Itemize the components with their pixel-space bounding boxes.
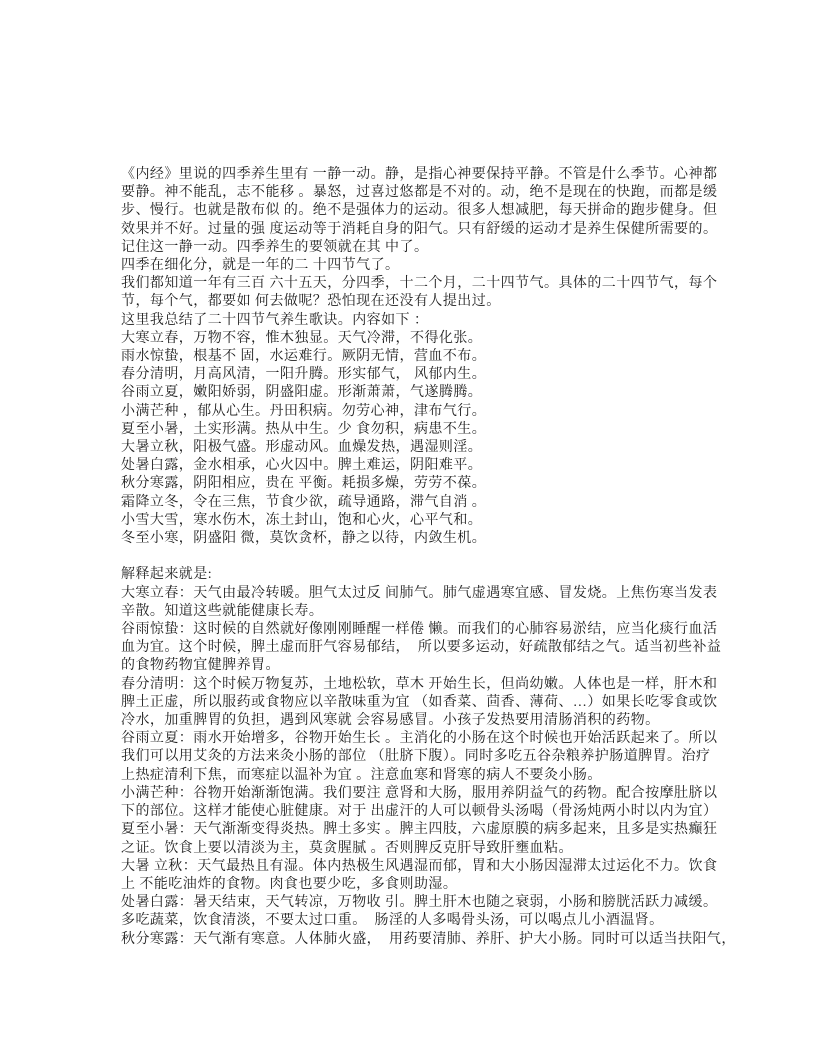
explanation-section: [121, 566, 736, 948]
text-line: 血为宜。这个时候，脾土虚而肝气容易郁结， 所以要多运动，好疏散郁结之气。适当初些补益: [121, 640, 722, 656]
text-line: 小满芒种 ，郁从心生。丹田积病。勿劳心神，津布气行。: [121, 403, 487, 419]
text-line: 夏至小暑，土实形满。热从中生。少 食勿积，病患不生。: [121, 421, 487, 437]
text-line: 之证。饮食上要以清淡为主，莫贪腥腻 。否则脾反克肝导致肝壅血粘。: [121, 840, 573, 856]
text-line: 冷水，加重脾胃的负担，遇到风寒就 会容易感冒。小孩子发热要用清肠消积的药物。: [121, 713, 660, 729]
text-line: 上 不能吃油炸的食物。肉食也要少吃，多食则助湿。: [121, 876, 458, 892]
text-line: 多吃蔬菜，饮食清淡，不要太过口重。 肠淫的人多喝骨头汤，可以喝点儿小酒温肾。: [121, 913, 664, 929]
text-line: 冬至小寒，阴盛阳 微，莫饮贪杯，静之以待，内敛生机。: [121, 531, 487, 547]
text-line: 四季在细化分，就是一年的二 十四节气了。: [121, 258, 400, 274]
text-line: 大暑 立秋：天气最热且有湿。体内热极生风遇湿而郁，胃和大小肠因湿滞太过运化不力。饮食: [121, 858, 718, 874]
text-line: 上热症清利下焦，而寒症以温补为宜 。注意血寒和肾寒的病人不要灸小肠。: [121, 767, 602, 783]
text-line: 效果并不好。过量的强 度运动等于消耗自身的阳气。只有舒缓的运动才是养生保健所需要的。: [121, 221, 718, 237]
text-line: 我们都知道一年有三百 六十五天，分四季，十二个月，二十四节气。具体的二十四节气，每个: [121, 276, 718, 292]
text-line: 谷雨惊蛰：这时候的自然就好像刚刚睡醒一样倦 懒。而我们的心肺容易淤结，应当化痰行血活: [121, 622, 718, 638]
text-line: 大暑立秋，阳极气盛。形虚动风。血燥发热，遇湿则淫。: [121, 440, 483, 456]
intro-section: [121, 166, 727, 330]
text-line: 雨水惊蛰，根基不 固，水运难行。厥阴无情，营血不布。: [121, 349, 487, 365]
text-line: 秋分寒露，阴阳相应，贵在 平衡。耗损多燥，劳劳不葆。: [121, 476, 487, 492]
text-line: 夏至小暑：天气渐渐变得炎热。脾土多实 。脾主四肢，六虚原膜的病多起来，且多是实热癫狂: [121, 822, 718, 838]
text-line: 小雪大雪，寒水伤木，冻土封山，饱和心火，心平气和。: [121, 512, 483, 528]
text-line: 处暑白露，金水相承，心火囚中。脾土难运，阴阳难平。: [121, 458, 483, 474]
solar-terms-verse-section: [121, 330, 727, 548]
text-line: 《内经》里说的四季养生里有 一静一动。静，是指心神要保持平静。不管是什么季节。心神都: [121, 167, 718, 182]
text-line: 秋分寒露：天气渐有寒意。人体肺火盛， 用药要清肺、养肝、护大小肠。同时可以适当扶阳气，: [121, 931, 736, 947]
text-line: 处暑白露：暑天结束，天气转凉，万物收 引。脾土肝木也随之衰弱，小肠和膀胱活跃力减缓。: [121, 895, 718, 911]
text-line: 记住这一静一动。四季养生的要领就在其 中了。: [121, 239, 429, 255]
text-line: 节，每个气，都要如 何去做呢？恐怕现在还没有人提出过。: [121, 294, 501, 310]
text-line: 霜降立冬，令在三焦，节食少欲，疏导通路，滞气自消 。: [121, 494, 487, 510]
text-line: 小满芒种：谷物开始渐渐饱满。我们要注 意肾和大肠，服用养阴益气的药物。配合按摩肚脐以: [121, 785, 718, 801]
text-line: 下的部位。这样才能使心脏健康。对于 出虚汗的人可以顿骨头汤喝（骨汤炖两小时以内为宜）: [121, 804, 718, 820]
text-line: 大寒立春：天气由最冷转暖。胆气太过反 间肺气。肺气虚遇寒宜感、冒发烧。上焦伤寒当发表: [121, 585, 718, 601]
text-line: 谷雨立夏：雨水开始增多，谷物开始生长 。主消化的小肠在这个时候也开始活跃起来了。所以: [121, 731, 718, 747]
document-text-block: [121, 166, 736, 949]
text-line: 谷雨立夏，嫩阳娇弱，阴盛阳虚。形渐萧萧，气遂腾腾。: [121, 385, 483, 401]
text-line: 春分清明，月高风清，一阳升腾。形实郁气， 风郁内生。: [121, 367, 487, 383]
text-line: 脾土正虚，所以服药或食物应以辛散味重为宜 （如香菜、茴香、薄荷、…）如果长吃零食或饮: [121, 694, 718, 710]
text-line: 的食物药物宜健脾养胃。: [121, 658, 280, 674]
text-line: 大寒立春，万物不容，惟木独显。天气冷滞，不得化张。: [121, 330, 483, 346]
text-line: 解释起来就是:: [121, 567, 213, 583]
text-line: 这里我总结了二十四节气养生歌诀。内容如下 ：: [121, 312, 429, 328]
text-line: 步、慢行。也就是散布似 的。绝不是强体力的运动。很多人想减肥，每天拼命的跑步健身。但: [121, 203, 718, 219]
text-line: 辛散。知道这些就能健康长寿。: [121, 603, 324, 619]
text-line: 春分清明：这个时候万物复苏，土地松软，草木 开始生长，但尚幼嫩。人体也是一样，肝木和: [121, 676, 718, 692]
text-line: 要静。神不能乱，志不能移 。暴怒，过喜过悠都是不对的。动，绝不是现在的快跑，而都是缓: [121, 185, 718, 201]
text-line: 我们可以用艾灸的方法来灸小肠的部位 （肚脐下腹）。同时多吃五谷杂粮养护肠道脾胃。治疗: [121, 749, 711, 765]
